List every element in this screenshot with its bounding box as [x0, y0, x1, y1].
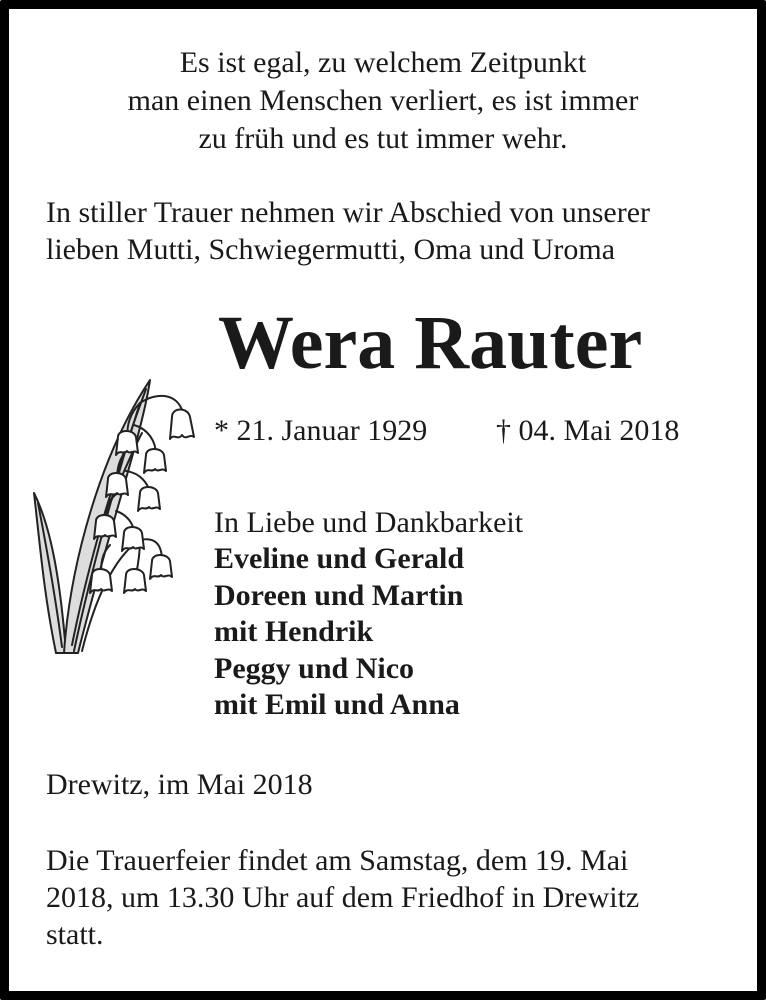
place-date: Drewitz, im Mai 2018	[46, 768, 313, 801]
birth-date: * 21. Januar 1929	[214, 414, 428, 447]
mourner-line: mit Emil und Anna	[214, 688, 460, 721]
mourner-line: Eveline und Gerald	[214, 542, 465, 575]
intro-line-2: lieben Mutti, Schwiegermutti, Oma und Uroma	[46, 233, 616, 266]
funeral-line-1: Die Trauerfeier findet am Samstag, dem 19. Mai	[46, 844, 629, 877]
funeral-line-2: 2018, um 13.30 Uhr auf dem Friedhof in Drewitz	[46, 881, 640, 914]
deceased-name: Wera Rauter	[218, 301, 643, 385]
quote-line-3: zu früh und es tut immer wehr.	[198, 122, 568, 155]
funeral-line-3: statt.	[46, 918, 104, 951]
mourners-heading: In Liebe und Dankbarkeit	[214, 506, 524, 539]
quote-line-1: Es ist egal, zu welchem Zeitpunkt	[179, 46, 587, 79]
mourner-line: mit Hendrik	[214, 615, 374, 648]
death-date: † 04. Mai 2018	[496, 414, 680, 447]
lily-of-the-valley-icon	[30, 375, 205, 660]
mourner-line: Doreen und Martin	[214, 579, 464, 612]
mourner-line: Peggy und Nico	[214, 652, 415, 685]
intro-line-1: In stiller Trauer nehmen wir Abschied von unserer	[46, 196, 651, 229]
quote-line-2: man einen Menschen verliert, es ist immer	[127, 84, 639, 117]
